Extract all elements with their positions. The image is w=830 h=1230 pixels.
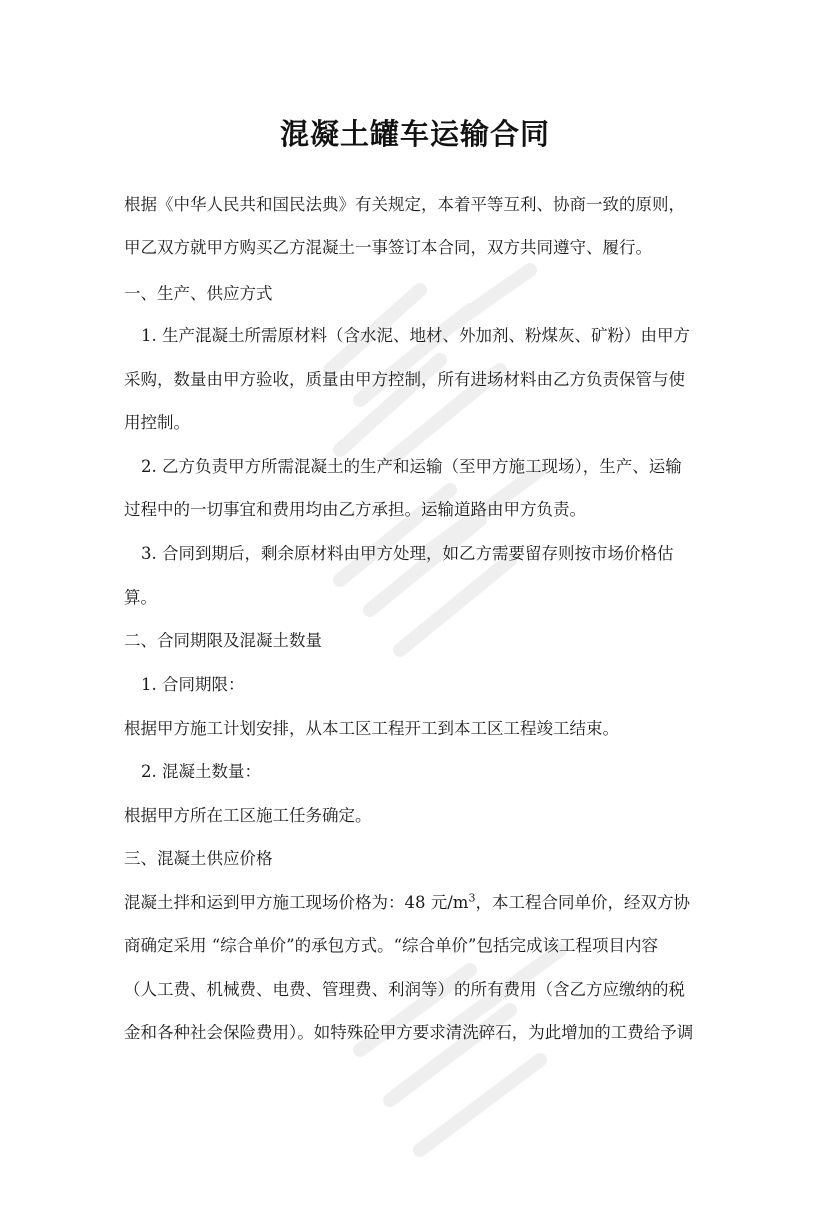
section-heading: 二、合同期限及混凝土数量 bbox=[124, 631, 322, 650]
price-line bbox=[124, 891, 690, 915]
section-heading: 三、混凝土供应价格 bbox=[124, 849, 273, 868]
body-line: 用控制。 bbox=[124, 413, 190, 432]
section-heading: 一、生产、供应方式 bbox=[124, 284, 273, 303]
body-line: 根据甲方施工计划安排，从本工区工程开工到本工区工程竣工结束。 bbox=[124, 719, 619, 738]
body-line: 算。 bbox=[124, 588, 157, 607]
body-line: 采购，数量由甲方验收，质量由甲方控制，所有进场材料由乙方负责保管与使 bbox=[124, 370, 685, 389]
body-line: 商确定采用 “综合单价”的承包方式。“综合单价”包括完成该工程项目内容 bbox=[124, 936, 658, 955]
clause-line: 2. 乙方负责甲方所需混凝土的生产和运输（至甲方施工现场），生产、运输 bbox=[141, 457, 682, 476]
body-line: 过程中的一切事宜和费用均由乙方承担。运输道路由甲方负责。 bbox=[124, 500, 586, 519]
price-text-rest: ，本工程合同单价，经双方协 bbox=[475, 893, 690, 912]
contract-title: 混凝土罐车运输合同 bbox=[279, 117, 550, 151]
clause-line: 1. 合同期限： bbox=[141, 675, 245, 694]
body-line: 根据甲方所在工区施工任务确定。 bbox=[124, 806, 372, 825]
unit-superscript: 3 bbox=[468, 891, 476, 905]
body-line: （人工费、机械费、电费、管理费、利润等）的所有费用（含乙方应缴纳的税 bbox=[124, 980, 685, 999]
body-line: 根据《中华人民共和国民法典》有关规定，本着平等互利、协商一致的原则， bbox=[124, 195, 685, 214]
clause-line: 1. 生产混凝土所需原材料（含水泥、地材、外加剂、粉煤灰、矿粉）由甲方 bbox=[141, 326, 690, 345]
clause-line: 2. 混凝土数量： bbox=[141, 762, 261, 781]
price-text: 混凝土拌和运到甲方施工现场价格为：48 元/m bbox=[124, 893, 469, 912]
body-line: 甲乙双方就甲方购买乙方混凝土一事签订本合同，双方共同遵守、履行。 bbox=[124, 238, 652, 257]
clause-line: 3. 合同到期后，剩余原材料由甲方处理，如乙方需要留存则按市场价格估 bbox=[141, 544, 674, 563]
body-line: 金和各种社会保险费用）。如特殊砼甲方要求清洗碎石，为此增加的工费给予调 bbox=[124, 1023, 694, 1042]
